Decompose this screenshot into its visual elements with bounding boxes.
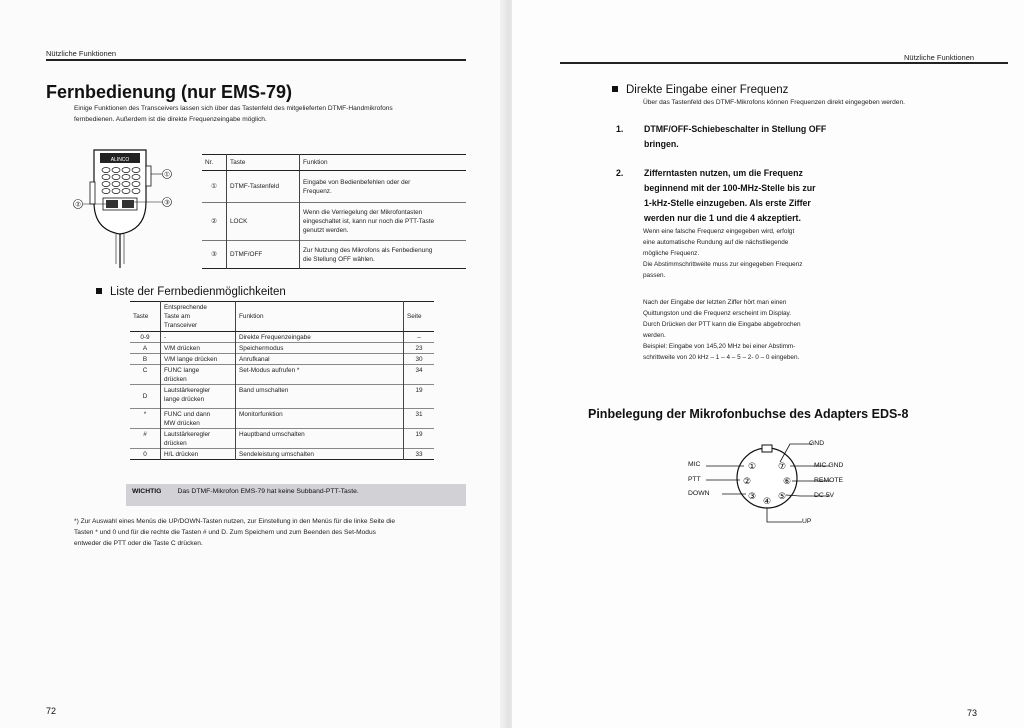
callout-2: ② <box>75 200 81 209</box>
mic-brand-label: ALINCO <box>110 157 130 163</box>
table-row: ② LOCK Wenn die Verriegelung der Mikrofontasten eingeschaltet ist, kann nur noch die PTT-Taste genutzt werden. <box>202 203 466 241</box>
pin-3: ③ <box>747 492 757 502</box>
table-row: B V/M lange drücken Anrufkanal 30 <box>130 354 434 365</box>
pin-assignment-title: Pinbelegung der Mikrofonbuchse des Adapters EDS-8 <box>588 407 909 421</box>
table-row: C FUNC lange drücken Set-Modus aufrufen * 34 <box>130 365 434 385</box>
col-header-seite: Seite <box>404 302 435 332</box>
intro-text: Einige Funktionen des Transceivers lassen sich über das Tastenfeld des mitgelieferten DTMF-Handmikrofons fernbedienen. Außerdem ist die direkte Frequenzeingabe möglich. <box>74 105 393 123</box>
table-row: 0 H/L drücken Sendeleistung umschalten 33 <box>130 449 434 460</box>
page-title: Fernbedienung (nur EMS-79) <box>46 82 293 102</box>
list-section-title: Liste der Fernbedienmöglichkeiten <box>96 286 286 298</box>
pin-7: ⑦ <box>777 462 787 472</box>
col-header-funktion: Funktion <box>300 155 467 171</box>
warning-box <box>126 484 466 506</box>
table-row: * FUNC und dann MW drücken Monitorfunktion 31 <box>130 409 434 429</box>
running-header: Nützliche Funktionen <box>46 49 117 58</box>
header-rule <box>46 59 466 61</box>
page-number: 73 <box>967 708 978 718</box>
table-row: A V/M drücken Speichermodus 23 <box>130 343 434 354</box>
pin-6: ⑥ <box>782 477 792 487</box>
col-header-taste: Taste <box>227 155 300 171</box>
function-table <box>202 154 466 269</box>
col-header-taste: Taste <box>130 302 161 332</box>
running-header: Nützliche Funktionen <box>904 53 975 62</box>
pin-2: ② <box>742 477 752 487</box>
pin-label-dc5v: DC 5V <box>814 492 835 499</box>
warning-text: Das DTMF-Mikrofon EMS-79 hat keine Subband-PTT-Taste. <box>177 488 359 495</box>
table-row: ③ DTMF/OFF Zur Nutzung des Mikrofons als Fenbedienung die Stellung OFF wählen. <box>202 241 466 269</box>
pin-5: ⑤ <box>777 492 787 502</box>
pin-label-gnd: GND <box>809 440 825 447</box>
header-rule <box>560 62 1008 64</box>
pin-label-ptt: PTT <box>688 476 701 483</box>
pin-label-mic-gnd: MIC GND <box>814 462 844 469</box>
left-page <box>0 0 506 728</box>
pin-4: ④ <box>762 497 772 507</box>
square-bullet-icon <box>612 86 618 92</box>
col-header-entsprechende: Entsprechende Taste am Transceiver <box>161 302 236 332</box>
table-row: 0-9 - Direkte Frequenzeingabe – <box>130 332 434 343</box>
square-bullet-icon <box>96 288 102 294</box>
after-input-note: Nach der Eingabe der letzten Ziffer hört man einen Quittungston und die Frequenz erscheint im Display. Durch Drücken der PTT kann die Eingabe abgebrochen werden. Beispiel: Eingabe von 145,20 MHz bei einer Abstimm- schrittweite von 20 kHz – 1 – 4 – 5 – 2- 0 – 0 eingeben. <box>643 299 801 361</box>
step-2-note: Wenn eine falsche Frequenz eingegeben wird, erfolgt eine automatische Rundung auf die nächstliegende mögliche Frequenz. Die Abstimmschrittweite muss zur eingegeben Frequenz passen. <box>643 228 803 279</box>
remote-function-table <box>130 301 434 460</box>
section-subtitle: Über das Tastenfeld des DTMF-Mikrofons können Frequenzen direkt eingegeben werden. <box>643 99 905 106</box>
right-page: Nützliche Funktionen Direkte Eingabe einer Frequenz Über das Tastenfeld des DTMF-Mikrofons können Frequenzen direkt eingegeben werden. 1. DTMF/OFF-Schiebeschalter in Stellung OFF bringen. 2. Zifferntasten nutzen, um die Frequenz beginnend mit der 100-MHz-Stelle bis zur 1-kHz-Stelle einzugeben. Als erste Ziffer werden nur die 1 und die 4 akzeptiert. Wenn eine falsche Frequenz eingegeben wird, erfolgt eine automatische Rundung auf die nächstliegende mögliche Frequenz. Die Abstimmschrittweite muss zur eingegeben Frequenz passen. Nach der Eingabe der letzten Ziffer hört man einen Quittungston und die Frequenz erscheint im Display. Durch Drücken der PTT kann die Eingabe abgebrochen werden. Beispiel: Eingabe von 145,20 MHz bei einer Abstimm- schrittweite von 20 kHz – 1 – 4 – 5 – 2- 0 – 0 eingeben. Pinbelegung der Mikrofonbuchse des Adapters EDS-8 ① ② ③ ④ ⑤ ⑥ ⑦ GND MIC MIC GND PTT REMOTE DOWN DC 5V UP 73 <box>512 0 1024 728</box>
pin-label-up: UP <box>802 518 812 525</box>
table-row: # Lautstärkeregler drücken Hauptband umschalten 19 <box>130 429 434 449</box>
pin-label-remote: REMOTE <box>814 477 844 484</box>
pin-label-mic: MIC <box>688 461 701 468</box>
section-title: Direkte Eingabe einer Frequenz <box>612 84 788 96</box>
table-row: D Lautstärkeregler lange drücken Band umschalten 19 <box>130 385 434 409</box>
callout-1: ① <box>164 170 170 179</box>
col-header-nr: Nr. <box>202 155 227 171</box>
warning-label: WICHTIG <box>132 488 162 495</box>
table-row: ① DTMF-Tastenfeld Eingabe von Bedienbefehlen oder der Frequenz. <box>202 171 466 203</box>
microphone-illustration <box>70 138 190 270</box>
page-number: 72 <box>46 706 57 716</box>
footnote: *) Zur Auswahl eines Menüs die UP/DOWN-Tasten nutzen, zur Einstellung in den Menüs für die linke Seite die Tasten * und 0 und für die rechte die Tasten # und D. Zum Speichern und zum Beenden des Set-Modus entweder die PTT oder die Taste C drücken. <box>74 518 396 547</box>
pin-1: ① <box>747 462 757 472</box>
col-header-funktion: Funktion <box>236 302 404 332</box>
pin-label-down: DOWN <box>688 490 710 497</box>
callout-3: ③ <box>164 198 170 207</box>
